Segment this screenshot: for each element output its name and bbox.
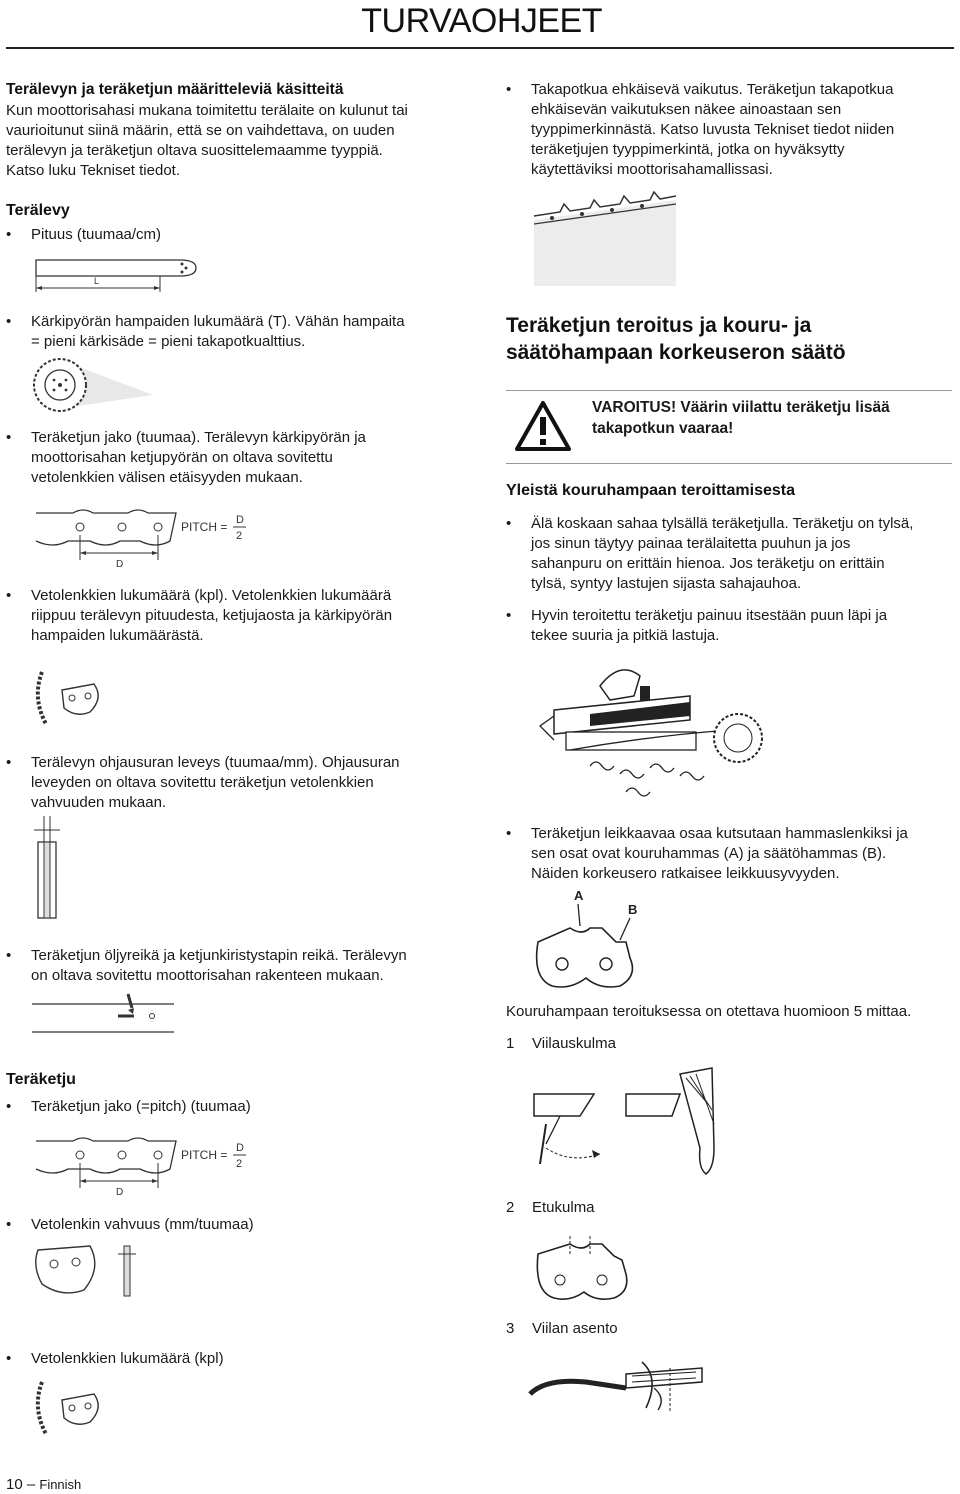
bullet-line: Teräketjun öljyreikä ja ketjunkiristystapin reikä. Terälevyn xyxy=(31,947,407,964)
pitch-d-label: D xyxy=(116,1187,124,1198)
bullet-line: Teräketjun jako (=pitch) (tuumaa) xyxy=(31,1098,251,1115)
measure-2 xyxy=(506,1199,595,1216)
warning-line: takapotkun vaaraa! xyxy=(592,420,734,437)
sprocket-nose-figure xyxy=(28,355,158,415)
intro-line: Katso luku Tekniset tiedot. xyxy=(6,162,180,179)
pitch-eq-label: PITCH = xyxy=(181,520,228,534)
page-footer xyxy=(6,1476,81,1493)
general-heading: Yleistä kouruhampaan teroittamisesta xyxy=(506,482,795,499)
cutter-b-label: B xyxy=(628,902,638,917)
measure-label: Etukulma xyxy=(532,1199,595,1216)
bullet-line: Pituus (tuumaa/cm) xyxy=(31,226,162,243)
warning-text xyxy=(592,397,932,439)
bullet-line: teräketjujen tyyppimerkintä, jotka on hyväksytty xyxy=(531,141,845,158)
heading-line: Teräketjun teroitus ja kouru- ja xyxy=(506,314,812,337)
bullet-line: Teräketjun leikkaavaa osaa kutsutaan hammaslenkiksi ja xyxy=(531,825,908,842)
measure-number: 1 xyxy=(506,1035,515,1052)
bullet-line: leveyden on oltava sovitettu teräketjun vetolenkkien xyxy=(31,774,374,791)
measure-label: Viilan asento xyxy=(532,1320,618,1337)
file-angle-figure xyxy=(530,1064,730,1184)
bullet-line: moottorisahan ketjupyörän on oltava sovitettu xyxy=(31,449,333,466)
intro-line: terälevyn ja teräketjun oltava suosittelemaamme tyyppiä. xyxy=(6,142,383,159)
pitch-den: 2 xyxy=(236,1158,243,1170)
bullet-line: riippuu terälevyn pituudesta, ketjujaosta ja kärkipyörän xyxy=(31,607,393,624)
groove-width-figure xyxy=(28,812,68,922)
measure-1 xyxy=(506,1035,616,1052)
pitch-den: 2 xyxy=(236,530,243,542)
intro-paragraph xyxy=(6,101,476,181)
warning-line: VAROITUS! Väärin viilattu teräketju lisää xyxy=(592,399,890,416)
bullet-line: tyyppimerkinnästä. Katso luvusta Tekniset tiedot niiden xyxy=(531,121,895,138)
page-title: TURVAOHJEET xyxy=(361,2,602,40)
bullet-line: Vetolenkin vahvuus (mm/tuumaa) xyxy=(31,1216,254,1233)
footer-dash: – xyxy=(26,1476,36,1493)
chainsaw-cutting-figure xyxy=(530,656,770,808)
bullet-line: Terälevyn ohjausuran leveys (tuumaa/mm). Ohjausuran xyxy=(31,754,400,771)
measure-number: 3 xyxy=(506,1320,515,1337)
measure-number: 2 xyxy=(506,1199,515,1216)
bullet-line: on oltava sovitettu moottorisahan rakenteen mukaan. xyxy=(31,967,384,984)
bullet-line: ehkäisevän vaikutuksen näkee ainoastaan sen xyxy=(531,101,842,118)
bullet-line: Kärkipyörän hampaiden lukumäärä (T). Vähän hampaita xyxy=(31,313,405,330)
drive-links-figure xyxy=(28,668,118,730)
warning-box xyxy=(506,390,952,464)
drive-links-figure-2 xyxy=(28,1378,118,1440)
bullet-line: Takapotkua ehkäisevä vaikutus. Teräketjun takapotkua xyxy=(531,81,894,98)
bullet-line: tylsä, syntyy lastujen sijasta sahajauhoa. xyxy=(531,575,802,592)
oil-hole-figure xyxy=(28,990,178,1045)
five-measures-text: Kouruhampaan teroituksessa on otettava huomioon 5 mittaa. xyxy=(506,1003,912,1020)
bullet-line: hampaiden lukumäärästä. xyxy=(31,627,204,644)
top-plate-angle-figure xyxy=(530,1226,640,1306)
bullet-line: jos sinun täytyy painaa terälaitetta puuhun ja jos xyxy=(531,535,851,552)
pitch-eq-label: PITCH = xyxy=(181,1148,228,1162)
bullet-line: vahvuuden mukaan. xyxy=(31,794,167,811)
bullet-line: Vetolenkkien lukumäärä (kpl) xyxy=(31,1350,224,1367)
drive-link-thickness-figure xyxy=(28,1240,148,1305)
intro-line: vaurioitunut siinä määrin, että se on vaihdettava, on uuden xyxy=(6,122,395,139)
bullet-line: vetolenkkien välisen etäisyyden mukaan. xyxy=(31,469,303,486)
cutter-tooth-figure xyxy=(530,886,650,996)
bullet-line: käytettäviksi moottorisahamallissasi. xyxy=(531,161,773,178)
section-title: Terälevyn ja teräketjun määritteleviä käsitteitä xyxy=(6,81,344,98)
bullet-line: = pieni kärkisäde = pieni takapotkualttius. xyxy=(31,333,306,350)
pitch-figure-2 xyxy=(28,1133,258,1198)
pitch-num: D xyxy=(236,1142,244,1154)
footer-language: Finnish xyxy=(39,1477,82,1492)
measure-label: Viilauskulma xyxy=(532,1035,616,1052)
header-rule xyxy=(6,47,954,49)
measure-3 xyxy=(506,1320,618,1337)
length-label: L xyxy=(94,276,100,286)
bullet-line: Hyvin teroitettu teräketju painuu itsestään puun läpi ja xyxy=(531,607,888,624)
cutter-a-label: A xyxy=(574,888,584,903)
pitch-num: D xyxy=(236,514,244,526)
page-number: 10 xyxy=(6,1476,23,1493)
intro-line: Kun moottorisahasi mukana toimitettu terälaite on kulunut tai xyxy=(6,102,408,119)
pitch-d-label: D xyxy=(116,559,124,570)
bullet-line: Älä koskaan sahaa tylsällä teräketjulla. Teräketju on tylsä, xyxy=(531,515,914,532)
bar-heading: Terälevy xyxy=(6,202,70,219)
heading-line: säätöhampaan korkeuseron säätö xyxy=(506,341,846,364)
chain-heading: Teräketju xyxy=(6,1071,76,1088)
sharpen-heading xyxy=(506,312,946,366)
bullet-line: sahanpuru on erittäin hienoa. Jos teräketju on erittäin xyxy=(531,555,885,572)
bar-length-figure xyxy=(30,252,200,297)
bullet-line: tekee suuria ja pitkiä lastuja. xyxy=(531,627,720,644)
bullet-line: sen osat ovat kouruhammas (A) ja säätöhammas (B). xyxy=(531,845,887,862)
bullet-line: Näiden korkeusero ratkaisee leikkuusyvyyden. xyxy=(531,865,840,882)
low-kickback-chain-figure xyxy=(530,186,680,286)
bullet-line: Teräketjun jako (tuumaa). Terälevyn kärkipyörän ja xyxy=(31,429,366,446)
bullet-line: Vetolenkkien lukumäärä (kpl). Vetolenkkien lukumäärä xyxy=(31,587,392,604)
warning-triangle-icon xyxy=(514,399,572,453)
file-position-figure xyxy=(526,1348,706,1418)
pitch-figure xyxy=(28,505,258,570)
